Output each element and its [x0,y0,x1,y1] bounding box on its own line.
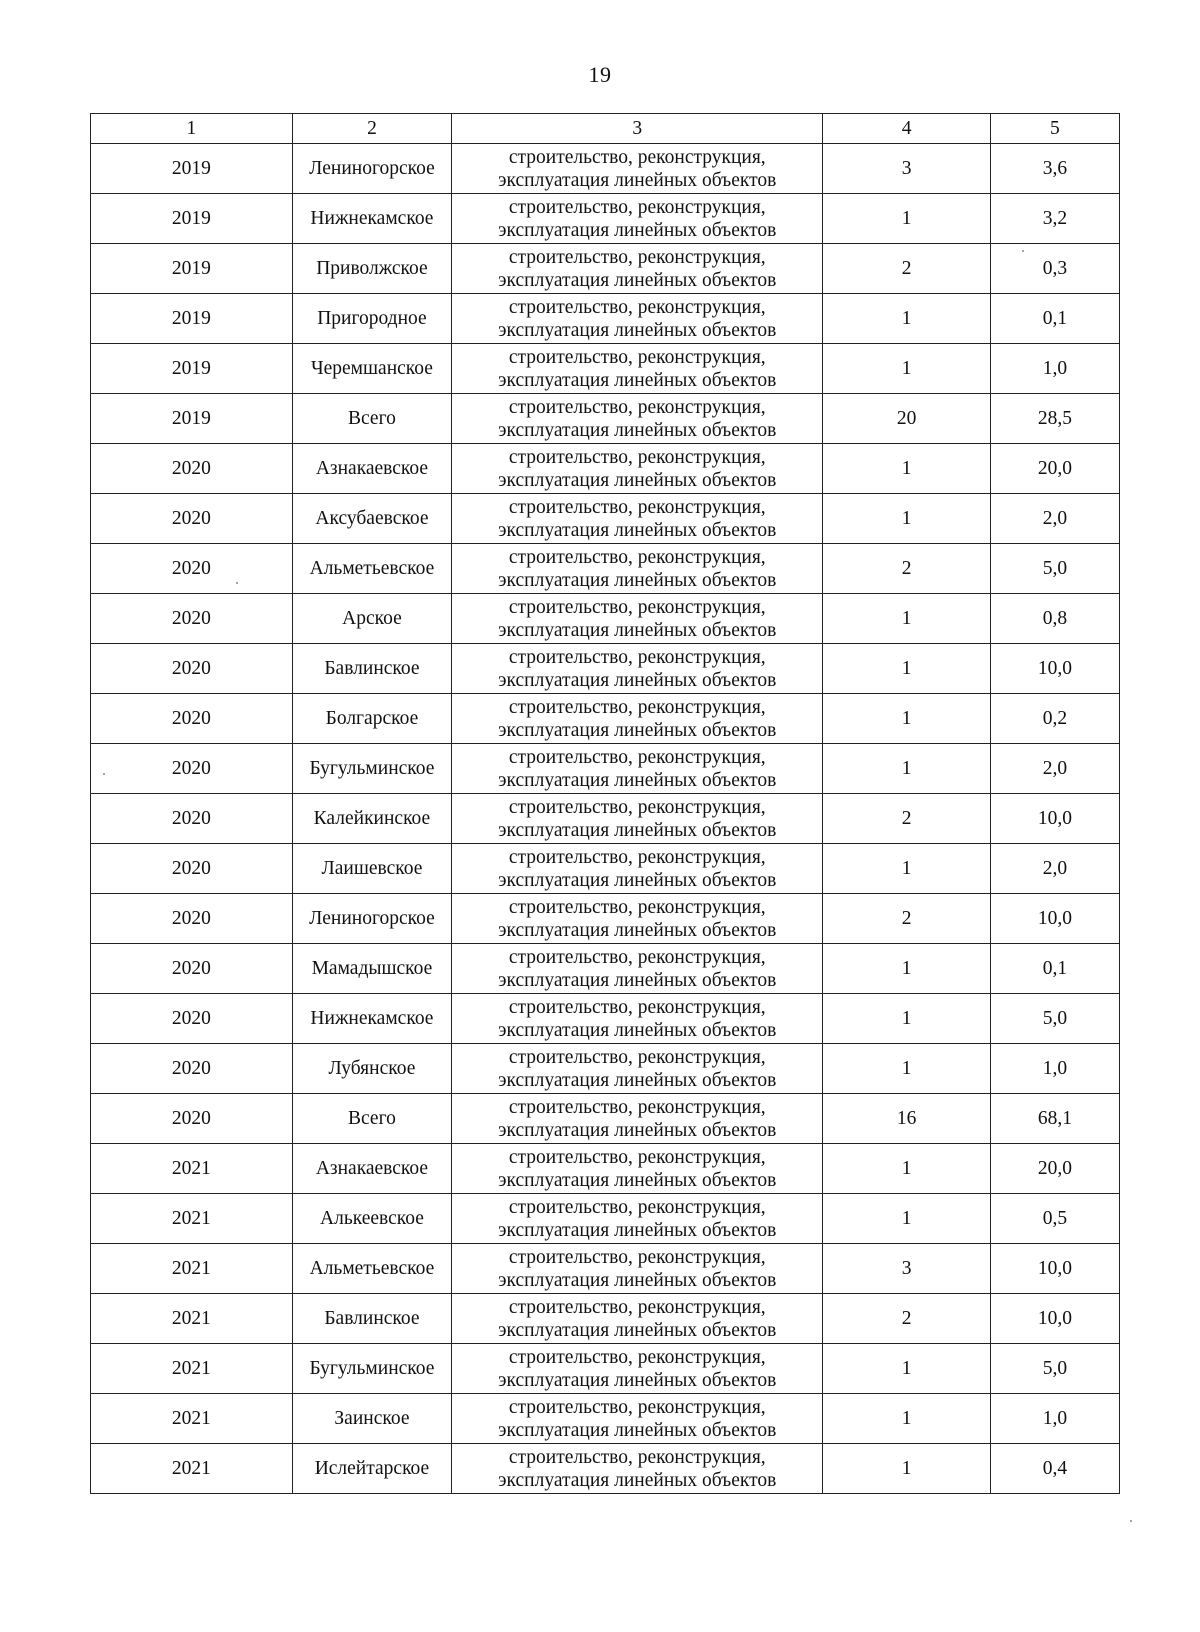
area-cell: 3,6 [990,144,1119,194]
table-row [91,244,1120,294]
district-cell: Арское [292,594,451,644]
activity-cell [452,1394,823,1444]
activity-line: строительство, реконструкция, [508,296,766,318]
area-cell: 1,0 [990,344,1119,394]
district-cell: Бугульминское [292,1344,451,1394]
count-cell: 1 [823,694,990,744]
activity-line: эксплуатация линейных объектов [498,419,777,441]
activity-line: эксплуатация линейных объектов [498,619,777,641]
area-cell: 0,4 [990,1444,1119,1494]
activity-line: эксплуатация линейных объектов [498,519,777,541]
activity-line: эксплуатация линейных объектов [498,569,777,591]
year-cell: 2020 [91,694,293,744]
column-header: 2 [292,114,451,144]
activity-cell [452,744,823,794]
area-cell: 68,1 [990,1094,1119,1144]
activity-line: строительство, реконструкция, [508,746,766,768]
activity-cell [452,294,823,344]
table-row [91,144,1120,194]
year-cell: 2021 [91,1444,293,1494]
count-cell: 1 [823,494,990,544]
activity-line: строительство, реконструкция, [508,496,766,518]
district-cell: Калейкинское [292,794,451,844]
activity-line: строительство, реконструкция, [508,446,766,468]
year-cell: 2021 [91,1294,293,1344]
table-row [91,744,1120,794]
count-cell: 1 [823,344,990,394]
area-cell: 10,0 [990,1294,1119,1344]
district-cell: Бавлинское [292,1294,451,1344]
activity-cell [452,1194,823,1244]
activity-line: строительство, реконструкция, [508,896,766,918]
year-cell: 2019 [91,144,293,194]
year-cell: 2020 [91,894,293,944]
activity-line: эксплуатация линейных объектов [498,1169,777,1191]
activity-line: строительство, реконструкция, [508,1246,766,1268]
table-row [91,694,1120,744]
activity-line: эксплуатация линейных объектов [498,819,777,841]
count-cell: 2 [823,544,990,594]
activity-cell [452,694,823,744]
count-cell: 1 [823,1344,990,1394]
count-cell: 1 [823,294,990,344]
activity-cell [452,1294,823,1344]
year-cell: 2020 [91,794,293,844]
table-row [91,594,1120,644]
year-cell: 2020 [91,1044,293,1094]
district-cell: Лениногорское [292,144,451,194]
year-cell: 2020 [91,994,293,1044]
table-row [91,644,1120,694]
activity-cell [452,494,823,544]
activity-cell [452,994,823,1044]
area-cell: 28,5 [990,394,1119,444]
year-cell: 2020 [91,594,293,644]
district-cell: Приволжское [292,244,451,294]
table-row [91,294,1120,344]
activity-line: строительство, реконструкция, [508,346,766,368]
district-cell: Пригородное [292,294,451,344]
area-cell: 3,2 [990,194,1119,244]
area-cell: 0,1 [990,944,1119,994]
count-cell: 1 [823,944,990,994]
district-cell: Бугульминское [292,744,451,794]
area-cell: 5,0 [990,544,1119,594]
area-cell: 2,0 [990,494,1119,544]
table-row [91,894,1120,944]
area-cell: 2,0 [990,844,1119,894]
activity-cell [452,1344,823,1394]
count-cell: 1 [823,1144,990,1194]
count-cell: 2 [823,794,990,844]
table-row [91,344,1120,394]
year-cell: 2020 [91,844,293,894]
area-cell: 0,5 [990,1194,1119,1244]
activity-line: эксплуатация линейных объектов [498,1269,777,1291]
count-cell: 1 [823,844,990,894]
activity-cell [452,444,823,494]
year-cell: 2021 [91,1344,293,1394]
activity-cell [452,194,823,244]
year-cell: 2021 [91,1144,293,1194]
activity-cell [452,794,823,844]
activity-cell [452,1244,823,1294]
count-cell: 1 [823,444,990,494]
column-header: 3 [452,114,823,144]
district-cell: Нижнекамское [292,194,451,244]
activity-line: эксплуатация линейных объектов [498,1319,777,1341]
district-cell: Всего [292,394,451,444]
scan-speck [236,582,238,584]
activity-cell [452,144,823,194]
activity-cell [452,394,823,444]
year-cell: 2019 [91,194,293,244]
activity-line: эксплуатация линейных объектов [498,969,777,991]
year-cell: 2020 [91,644,293,694]
area-cell: 1,0 [990,1044,1119,1094]
count-cell: 1 [823,194,990,244]
activity-cell [452,1094,823,1144]
year-cell: 2020 [91,444,293,494]
activity-cell [452,244,823,294]
header-row [91,114,1120,144]
district-cell: Лаишевское [292,844,451,894]
scan-speck [103,773,105,775]
district-cell: Болгарское [292,694,451,744]
district-cell: Азнакаевское [292,444,451,494]
activity-line: эксплуатация линейных объектов [498,1469,777,1491]
year-cell: 2020 [91,1094,293,1144]
district-cell: Ислейтарское [292,1444,451,1494]
table-row [91,1144,1120,1194]
activity-line: строительство, реконструкция, [508,1296,766,1318]
activity-line: эксплуатация линейных объектов [498,919,777,941]
table-row [91,394,1120,444]
activity-line: эксплуатация линейных объектов [498,269,777,291]
count-cell: 3 [823,1244,990,1294]
activity-line: строительство, реконструкция, [508,1346,766,1368]
year-cell: 2020 [91,494,293,544]
table-row [91,1244,1120,1294]
activity-line: строительство, реконструкция, [508,846,766,868]
activity-line: эксплуатация линейных объектов [498,369,777,391]
table-row [91,1294,1120,1344]
activity-cell [452,1144,823,1194]
area-cell: 10,0 [990,894,1119,944]
year-cell: 2020 [91,944,293,994]
count-cell: 1 [823,1044,990,1094]
area-cell: 0,2 [990,694,1119,744]
district-cell: Лубянское [292,1044,451,1094]
count-cell: 2 [823,1294,990,1344]
table-row [91,944,1120,994]
area-cell: 2,0 [990,744,1119,794]
activity-cell [452,594,823,644]
column-header: 5 [990,114,1119,144]
table-row [91,844,1120,894]
year-cell: 2021 [91,1194,293,1244]
table-row [91,544,1120,594]
area-cell: 20,0 [990,1144,1119,1194]
activity-line: эксплуатация линейных объектов [498,469,777,491]
area-cell: 10,0 [990,794,1119,844]
count-cell: 1 [823,1394,990,1444]
activity-line: строительство, реконструкция, [508,1096,766,1118]
activity-line: эксплуатация линейных объектов [498,769,777,791]
count-cell: 1 [823,1444,990,1494]
table-row [91,194,1120,244]
count-cell: 1 [823,1194,990,1244]
count-cell: 2 [823,894,990,944]
activity-line: строительство, реконструкция, [508,146,766,168]
area-cell: 0,3 [990,244,1119,294]
area-cell: 10,0 [990,1244,1119,1294]
district-cell: Черемшанское [292,344,451,394]
count-cell: 2 [823,244,990,294]
year-cell: 2020 [91,544,293,594]
year-cell: 2019 [91,394,293,444]
district-cell: Аксубаевское [292,494,451,544]
area-cell: 20,0 [990,444,1119,494]
table-row [91,1394,1120,1444]
count-cell: 20 [823,394,990,444]
activity-line: эксплуатация линейных объектов [498,319,777,341]
activity-line: строительство, реконструкция, [508,946,766,968]
year-cell: 2021 [91,1394,293,1444]
activity-line: эксплуатация линейных объектов [498,1119,777,1141]
activity-cell [452,944,823,994]
activity-line: эксплуатация линейных объектов [498,719,777,741]
activity-cell [452,894,823,944]
table-row [91,994,1120,1044]
district-cell: Азнакаевское [292,1144,451,1194]
table-header [91,114,1120,144]
count-cell: 1 [823,644,990,694]
activity-cell [452,1044,823,1094]
district-cell: Всего [292,1094,451,1144]
table-row [91,1094,1120,1144]
activity-line: эксплуатация линейных объектов [498,1019,777,1041]
activity-line: строительство, реконструкция, [508,246,766,268]
district-cell: Алькеевское [292,1194,451,1244]
table-row [91,1044,1120,1094]
activity-cell [452,844,823,894]
activity-line: эксплуатация линейных объектов [498,1419,777,1441]
activity-line: строительство, реконструкция, [508,1396,766,1418]
district-cell: Альметьевское [292,1244,451,1294]
table-row [91,794,1120,844]
column-header: 4 [823,114,990,144]
activity-cell [452,344,823,394]
area-cell: 0,1 [990,294,1119,344]
table-row [91,1444,1120,1494]
activity-line: строительство, реконструкция, [508,1046,766,1068]
activity-line: строительство, реконструкция, [508,196,766,218]
activity-line: строительство, реконструкция, [508,696,766,718]
activity-line: строительство, реконструкция, [508,646,766,668]
activity-line: эксплуатация линейных объектов [498,1219,777,1241]
year-cell: 2021 [91,1244,293,1294]
activity-line: строительство, реконструкция, [508,596,766,618]
area-cell: 0,8 [990,594,1119,644]
activity-line: строительство, реконструкция, [508,796,766,818]
district-cell: Альметьевское [292,544,451,594]
scan-speck [1022,250,1024,252]
count-cell: 3 [823,144,990,194]
year-cell: 2020 [91,744,293,794]
count-cell: 1 [823,744,990,794]
area-cell: 5,0 [990,994,1119,1044]
column-header: 1 [91,114,293,144]
year-cell: 2019 [91,344,293,394]
activity-line: эксплуатация линейных объектов [498,669,777,691]
activity-line: эксплуатация линейных объектов [498,219,777,241]
data-table [90,113,1120,1494]
activity-cell [452,544,823,594]
table-row [91,494,1120,544]
activity-line: строительство, реконструкция, [508,1196,766,1218]
activity-cell [452,1444,823,1494]
year-cell: 2019 [91,294,293,344]
count-cell: 1 [823,594,990,644]
page-number: 19 [588,62,612,87]
activity-line: эксплуатация линейных объектов [498,1369,777,1391]
activity-line: строительство, реконструкция, [508,546,766,568]
area-cell: 10,0 [990,644,1119,694]
activity-line: строительство, реконструкция, [508,996,766,1018]
area-cell: 5,0 [990,1344,1119,1394]
activity-line: эксплуатация линейных объектов [498,1069,777,1091]
table-row [91,1344,1120,1394]
area-cell: 1,0 [990,1394,1119,1444]
table-row [91,1194,1120,1244]
activity-line: эксплуатация линейных объектов [498,869,777,891]
activity-cell [452,644,823,694]
table-body [91,144,1120,1494]
count-cell: 16 [823,1094,990,1144]
activity-line: строительство, реконструкция, [508,396,766,418]
district-cell: Нижнекамское [292,994,451,1044]
activity-line: строительство, реконструкция, [508,1146,766,1168]
activity-line: эксплуатация линейных объектов [498,169,777,191]
district-cell: Бавлинское [292,644,451,694]
year-cell: 2019 [91,244,293,294]
count-cell: 1 [823,994,990,1044]
scan-speck [1130,1520,1132,1522]
district-cell: Заинское [292,1394,451,1444]
district-cell: Лениногорское [292,894,451,944]
activity-line: строительство, реконструкция, [508,1446,766,1468]
district-cell: Мамадышское [292,944,451,994]
table-row [91,444,1120,494]
